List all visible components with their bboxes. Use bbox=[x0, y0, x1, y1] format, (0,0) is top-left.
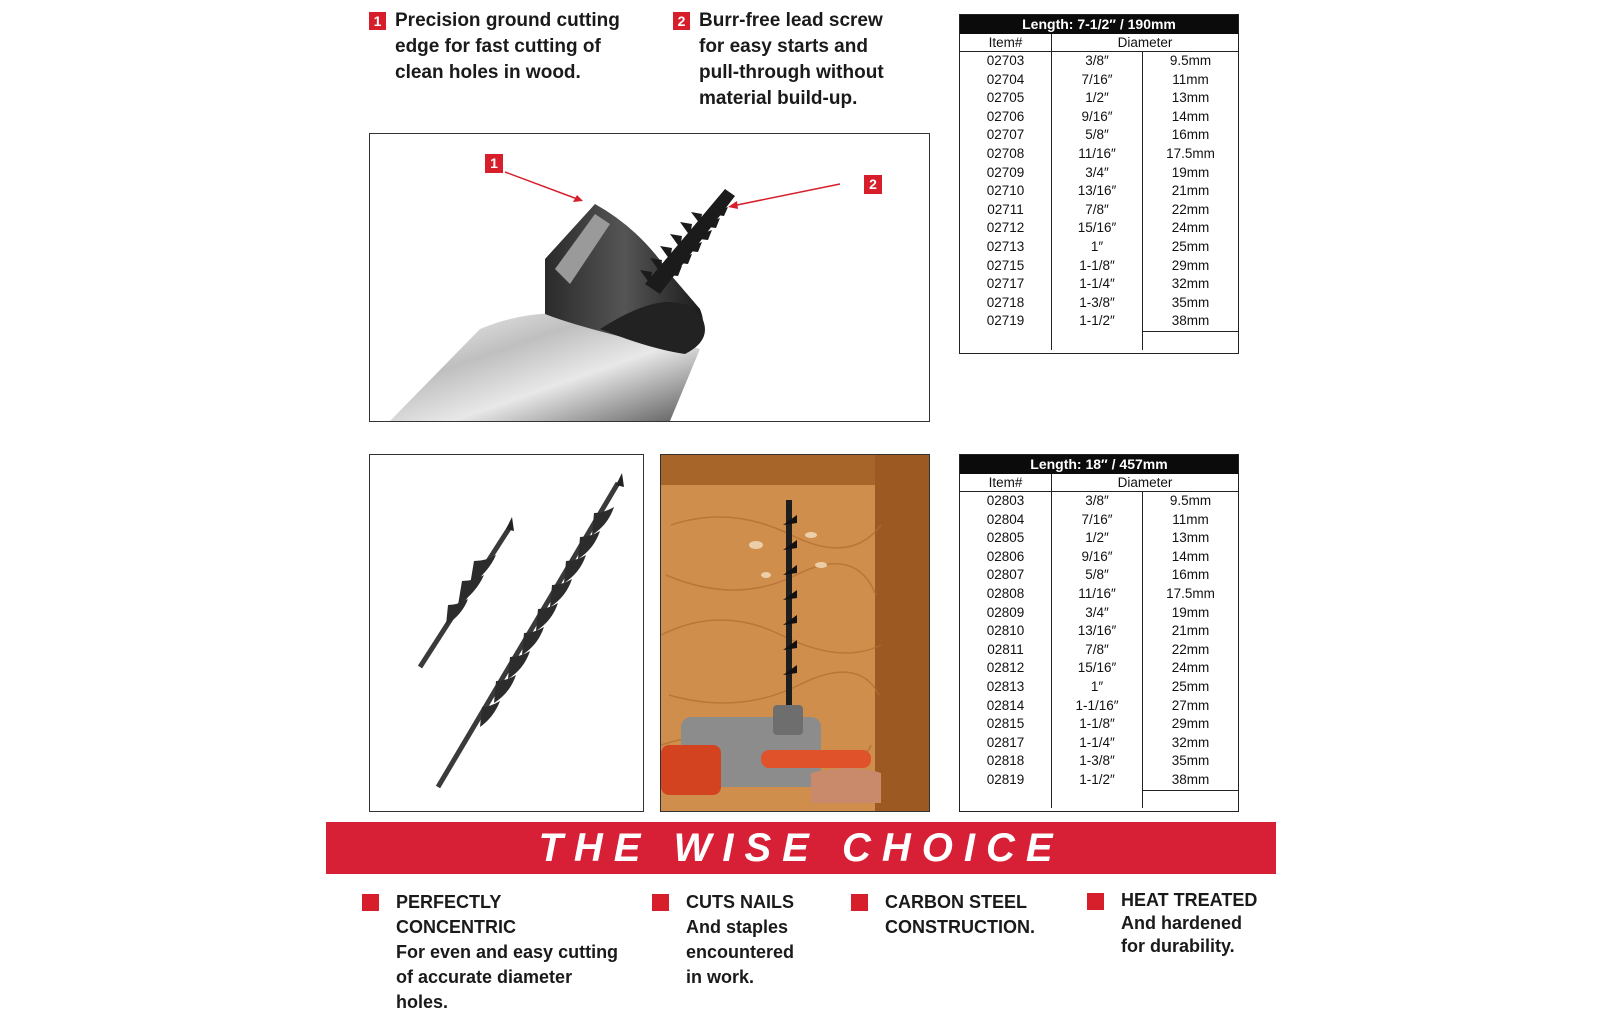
item-number-cell: 02712 bbox=[960, 219, 1052, 238]
feature-3 bbox=[851, 890, 1051, 940]
item-number-cell: 02812 bbox=[960, 659, 1052, 678]
item-number-cell: 02815 bbox=[960, 715, 1052, 734]
col-diameter-header: Diameter bbox=[1117, 35, 1173, 50]
diameter-mm-cell: 21mm bbox=[1171, 623, 1210, 639]
auger-bits-illustration bbox=[370, 455, 643, 811]
diameter-inch-cell: 9/16″ bbox=[1052, 108, 1143, 127]
feature-desc: And hardened for durability. bbox=[1121, 913, 1243, 956]
diameter-inch-cell: 11/16″ bbox=[1052, 585, 1143, 604]
diameter-inch-cell: 3/8″ bbox=[1052, 492, 1143, 511]
table-row bbox=[960, 145, 1238, 164]
feature-title: CARBON STEEL bbox=[885, 892, 1028, 912]
table-row bbox=[960, 492, 1238, 511]
item-number-cell: 02813 bbox=[960, 678, 1052, 697]
table-row bbox=[960, 275, 1238, 294]
item-number-cell: 02703 bbox=[960, 52, 1052, 71]
empty-cell bbox=[1052, 790, 1143, 809]
feature-1 bbox=[362, 890, 622, 1015]
item-number-cell: 02807 bbox=[960, 566, 1052, 585]
table-row bbox=[960, 238, 1238, 257]
diameter-inch-cell: 13/16″ bbox=[1052, 182, 1143, 201]
drilling-wood-image bbox=[660, 454, 930, 812]
empty-cell bbox=[960, 331, 1052, 350]
diameter-inch-cell: 7/16″ bbox=[1052, 511, 1143, 530]
bullet-square-icon bbox=[652, 894, 669, 911]
empty-cell bbox=[960, 790, 1052, 809]
table-row bbox=[960, 89, 1238, 108]
item-number-cell: 02818 bbox=[960, 752, 1052, 771]
table-row bbox=[960, 752, 1238, 771]
table-row bbox=[960, 585, 1238, 604]
feature-4 bbox=[1087, 889, 1287, 958]
table-row bbox=[960, 715, 1238, 734]
item-number-cell: 02713 bbox=[960, 238, 1052, 257]
diameter-inch-cell: 3/4″ bbox=[1052, 604, 1143, 623]
diameter-mm-cell: 16mm bbox=[1171, 127, 1210, 143]
diameter-mm-cell: 27mm bbox=[1171, 697, 1210, 713]
callout-number-1: 1 bbox=[369, 12, 386, 30]
diameter-inch-cell: 3/4″ bbox=[1052, 164, 1143, 183]
cutting-head-closeup-image bbox=[369, 133, 930, 422]
feature-desc: CONSTRUCTION. bbox=[885, 917, 1035, 937]
table-row bbox=[960, 201, 1238, 220]
diameter-mm-cell: 13mm bbox=[1171, 530, 1210, 546]
table-row bbox=[960, 511, 1238, 530]
diameter-inch-cell: 1-1/8″ bbox=[1052, 715, 1143, 734]
diameter-inch-cell: 1″ bbox=[1052, 678, 1143, 697]
diameter-mm-cell: 21mm bbox=[1171, 183, 1210, 199]
callout-2 bbox=[673, 8, 908, 112]
diameter-inch-cell: 1-3/8″ bbox=[1052, 294, 1143, 313]
diameter-mm-cell: 19mm bbox=[1171, 164, 1210, 180]
diameter-mm-cell: 22mm bbox=[1171, 201, 1210, 217]
item-number-cell: 02718 bbox=[960, 294, 1052, 313]
table-row bbox=[960, 312, 1238, 331]
item-number-cell: 02806 bbox=[960, 548, 1052, 567]
item-number-cell: 02711 bbox=[960, 201, 1052, 220]
table-row bbox=[960, 108, 1238, 127]
item-number-cell: 02707 bbox=[960, 126, 1052, 145]
diameter-inch-cell: 1-1/2″ bbox=[1052, 771, 1143, 790]
spec-table-title: Length: 7-1/2″ / 190mm bbox=[960, 15, 1238, 34]
diagram-label-2: 2 bbox=[864, 175, 882, 194]
diameter-mm-cell: 25mm bbox=[1171, 678, 1210, 694]
table-row bbox=[960, 71, 1238, 90]
table-row bbox=[960, 697, 1238, 716]
diagram-label-1: 1 bbox=[485, 154, 503, 173]
item-number-cell: 02719 bbox=[960, 312, 1052, 331]
drilling-wood-illustration bbox=[661, 455, 929, 811]
diameter-mm-cell: 11mm bbox=[1172, 511, 1209, 527]
diameter-mm-cell: 35mm bbox=[1171, 753, 1210, 769]
diameter-mm-cell: 24mm bbox=[1171, 220, 1210, 236]
table-row bbox=[960, 52, 1238, 71]
spec-table-header bbox=[960, 474, 1238, 492]
diameter-inch-cell: 15/16″ bbox=[1052, 659, 1143, 678]
diameter-inch-cell: 13/16″ bbox=[1052, 622, 1143, 641]
item-number-cell: 02708 bbox=[960, 145, 1052, 164]
item-number-cell: 02810 bbox=[960, 622, 1052, 641]
col-item-header: Item# bbox=[960, 34, 1052, 51]
table-row-empty bbox=[960, 331, 1238, 350]
diameter-inch-cell: 1/2″ bbox=[1052, 89, 1143, 108]
diameter-mm-cell: 35mm bbox=[1171, 294, 1210, 310]
item-number-cell: 02705 bbox=[960, 89, 1052, 108]
col-diameter-header: Diameter bbox=[1117, 475, 1173, 490]
diameter-inch-cell: 9/16″ bbox=[1052, 548, 1143, 567]
callout-1 bbox=[369, 8, 629, 86]
diameter-inch-cell: 3/8″ bbox=[1052, 52, 1143, 71]
diameter-inch-cell: 5/8″ bbox=[1052, 566, 1143, 585]
item-number-cell: 02706 bbox=[960, 108, 1052, 127]
diameter-inch-cell: 1/2″ bbox=[1052, 529, 1143, 548]
diameter-mm-cell: 9.5mm bbox=[1169, 493, 1212, 508]
table-row bbox=[960, 219, 1238, 238]
item-number-cell: 02809 bbox=[960, 604, 1052, 623]
table-row bbox=[960, 734, 1238, 753]
callout-text-1: Precision ground cutting edge for fast cutting of clean holes in wood. bbox=[395, 10, 620, 83]
diameter-mm-cell: 14mm bbox=[1171, 548, 1210, 564]
diameter-inch-cell: 1-1/2″ bbox=[1052, 312, 1143, 331]
callout-number-2: 2 bbox=[673, 12, 690, 30]
diameter-inch-cell: 5/8″ bbox=[1052, 126, 1143, 145]
table-row bbox=[960, 294, 1238, 313]
spec-table-190mm bbox=[959, 14, 1239, 354]
table-row bbox=[960, 164, 1238, 183]
diameter-inch-cell: 7/8″ bbox=[1052, 641, 1143, 660]
diameter-mm-cell: 17.5mm bbox=[1166, 145, 1215, 161]
diameter-inch-cell: 11/16″ bbox=[1052, 145, 1143, 164]
wise-choice-banner bbox=[326, 822, 1276, 874]
bullet-square-icon bbox=[1087, 893, 1104, 910]
feature-2 bbox=[652, 890, 832, 990]
spec-table-rows bbox=[960, 52, 1238, 350]
table-row bbox=[960, 659, 1238, 678]
table-row bbox=[960, 641, 1238, 660]
feature-desc: And staples encountered in work. bbox=[686, 917, 795, 987]
item-number-cell: 02803 bbox=[960, 492, 1052, 511]
item-number-cell: 02715 bbox=[960, 257, 1052, 276]
diameter-inch-cell: 1-3/8″ bbox=[1052, 752, 1143, 771]
diameter-mm-cell: 13mm bbox=[1171, 90, 1210, 106]
item-number-cell: 02819 bbox=[960, 771, 1052, 790]
bullet-square-icon bbox=[851, 894, 868, 911]
table-row bbox=[960, 622, 1238, 641]
diameter-inch-cell: 7/16″ bbox=[1052, 71, 1143, 90]
table-row bbox=[960, 182, 1238, 201]
table-row bbox=[960, 566, 1238, 585]
item-number-cell: 02811 bbox=[960, 641, 1052, 660]
table-row bbox=[960, 126, 1238, 145]
empty-cell bbox=[1143, 331, 1238, 350]
table-row-empty bbox=[960, 790, 1238, 809]
spec-table-header bbox=[960, 34, 1238, 52]
diameter-inch-cell: 7/8″ bbox=[1052, 201, 1143, 220]
diameter-inch-cell: 1-1/4″ bbox=[1052, 275, 1143, 294]
item-number-cell: 02805 bbox=[960, 529, 1052, 548]
feature-title: HEAT TREATED bbox=[1121, 890, 1258, 910]
table-row bbox=[960, 604, 1238, 623]
item-number-cell: 02717 bbox=[960, 275, 1052, 294]
diameter-mm-cell: 9.5mm bbox=[1169, 53, 1212, 68]
diameter-mm-cell: 16mm bbox=[1171, 567, 1210, 583]
diameter-mm-cell: 14mm bbox=[1171, 108, 1210, 124]
cutting-head-illustration bbox=[370, 134, 929, 421]
diameter-inch-cell: 15/16″ bbox=[1052, 219, 1143, 238]
diameter-mm-cell: 19mm bbox=[1171, 604, 1210, 620]
auger-bits-image bbox=[369, 454, 644, 812]
diameter-mm-cell: 32mm bbox=[1171, 276, 1210, 292]
item-number-cell: 02808 bbox=[960, 585, 1052, 604]
empty-cell bbox=[1052, 331, 1143, 350]
diameter-inch-cell: 1-1/8″ bbox=[1052, 257, 1143, 276]
item-number-cell: 02709 bbox=[960, 164, 1052, 183]
callout-text-2: Burr-free lead screw for easy starts and pull-through without material build-up. bbox=[699, 10, 884, 109]
empty-cell bbox=[1143, 790, 1238, 809]
spec-table-title: Length: 18″ / 457mm bbox=[960, 455, 1238, 474]
diameter-mm-cell: 25mm bbox=[1171, 238, 1210, 254]
diameter-inch-cell: 1-1/16″ bbox=[1052, 697, 1143, 716]
diameter-inch-cell: 1-1/4″ bbox=[1052, 734, 1143, 753]
diameter-mm-cell: 29mm bbox=[1171, 257, 1210, 273]
table-row bbox=[960, 771, 1238, 790]
diameter-mm-cell: 29mm bbox=[1171, 716, 1210, 732]
diameter-inch-cell: 1″ bbox=[1052, 238, 1143, 257]
bullet-square-icon bbox=[362, 894, 379, 911]
diameter-mm-cell: 11mm bbox=[1172, 71, 1209, 87]
item-number-cell: 02814 bbox=[960, 697, 1052, 716]
diameter-mm-cell: 38mm bbox=[1171, 313, 1210, 329]
item-number-cell: 02710 bbox=[960, 182, 1052, 201]
table-row bbox=[960, 548, 1238, 567]
table-row bbox=[960, 678, 1238, 697]
feature-desc: For even and easy cutting of accurate diameter holes. bbox=[396, 942, 619, 1012]
diameter-mm-cell: 17.5mm bbox=[1166, 585, 1215, 601]
col-item-header: Item# bbox=[960, 474, 1052, 491]
banner-text: THE WISE CHOICE bbox=[538, 826, 1064, 870]
item-number-cell: 02817 bbox=[960, 734, 1052, 753]
spec-table-rows bbox=[960, 492, 1238, 808]
table-row bbox=[960, 257, 1238, 276]
diameter-mm-cell: 22mm bbox=[1171, 641, 1210, 657]
item-number-cell: 02704 bbox=[960, 71, 1052, 90]
diameter-mm-cell: 32mm bbox=[1171, 734, 1210, 750]
feature-title: CUTS NAILS bbox=[686, 892, 794, 912]
diameter-mm-cell: 38mm bbox=[1171, 771, 1210, 787]
spec-table-457mm bbox=[959, 454, 1239, 812]
item-number-cell: 02804 bbox=[960, 511, 1052, 530]
feature-title: PERFECTLY CONCENTRIC bbox=[396, 892, 516, 937]
table-row bbox=[960, 529, 1238, 548]
diameter-mm-cell: 24mm bbox=[1171, 660, 1210, 676]
